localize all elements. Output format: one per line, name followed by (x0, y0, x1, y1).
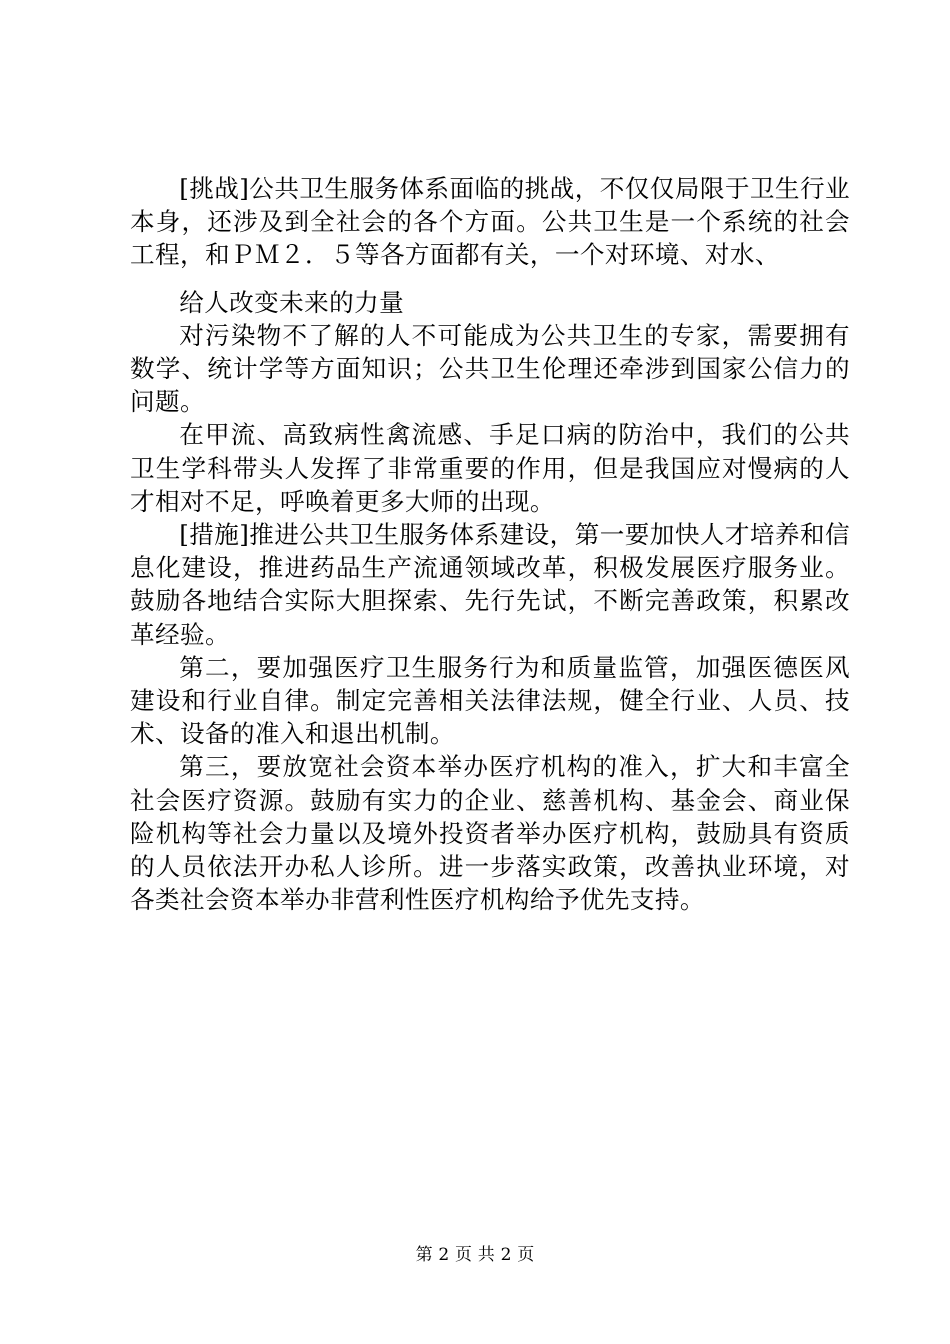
paragraph-expertise: 对污染物不了解的人不可能成为公共卫生的专家，需要拥有数学、统计学等方面知识；公共卫生伦理还牵涉到国家公信力的问题。 (130, 320, 850, 417)
document-body (130, 172, 850, 916)
inserted-slogan: 给人改变未来的力量 (179, 287, 405, 317)
paragraph-challenge: [挑战]公共卫生服务体系面临的挑战，不仅仅局限于卫生行业本身，还涉及到全社会的各个方面。公共卫生是一个系统的社会工程，和ＰＭ２．５等各方面都有关，一个对环境、对水、 (130, 174, 850, 270)
paragraph-measures-first: [措施]推进公共卫生服务体系建设，第一要加快人才培养和信息化建设，推进药品生产流通领域改革，积极发展医疗服务业。鼓励各地结合实际大胆探索、先行先试，不断完善政策，积累改革经验。 (130, 520, 850, 649)
paragraph-epidemic: 在甲流、高致病性禽流感、手足口病的防治中，我们的公共卫生学科带头人发挥了非常重要的作用，但是我国应对慢病的人才相对不足，呼唤着更多大师的出现。 (130, 420, 850, 516)
paragraph-measures-third: 第三，要放宽社会资本举办医疗机构的准入，扩大和丰富全社会医疗资源。鼓励有实力的企业、慈善机构、基金会、商业保险机构等社会力量以及境外投资者举办医疗机构，鼓励具有资质的人员依法开办私人诊所。进一步落实政策，改善执业环境，对各类社会资本举办非营利性医疗机构给予优先支持。 (130, 752, 850, 915)
paragraph-measures-second: 第二，要加强医疗卫生服务行为和质量监管，加强医德医风建设和行业自律。制定完善相关法律法规，健全行业、人员、技术、设备的准入和退出机制。 (130, 652, 850, 749)
page-footer: 第 2 页 共 2 页 (415, 1245, 535, 1265)
